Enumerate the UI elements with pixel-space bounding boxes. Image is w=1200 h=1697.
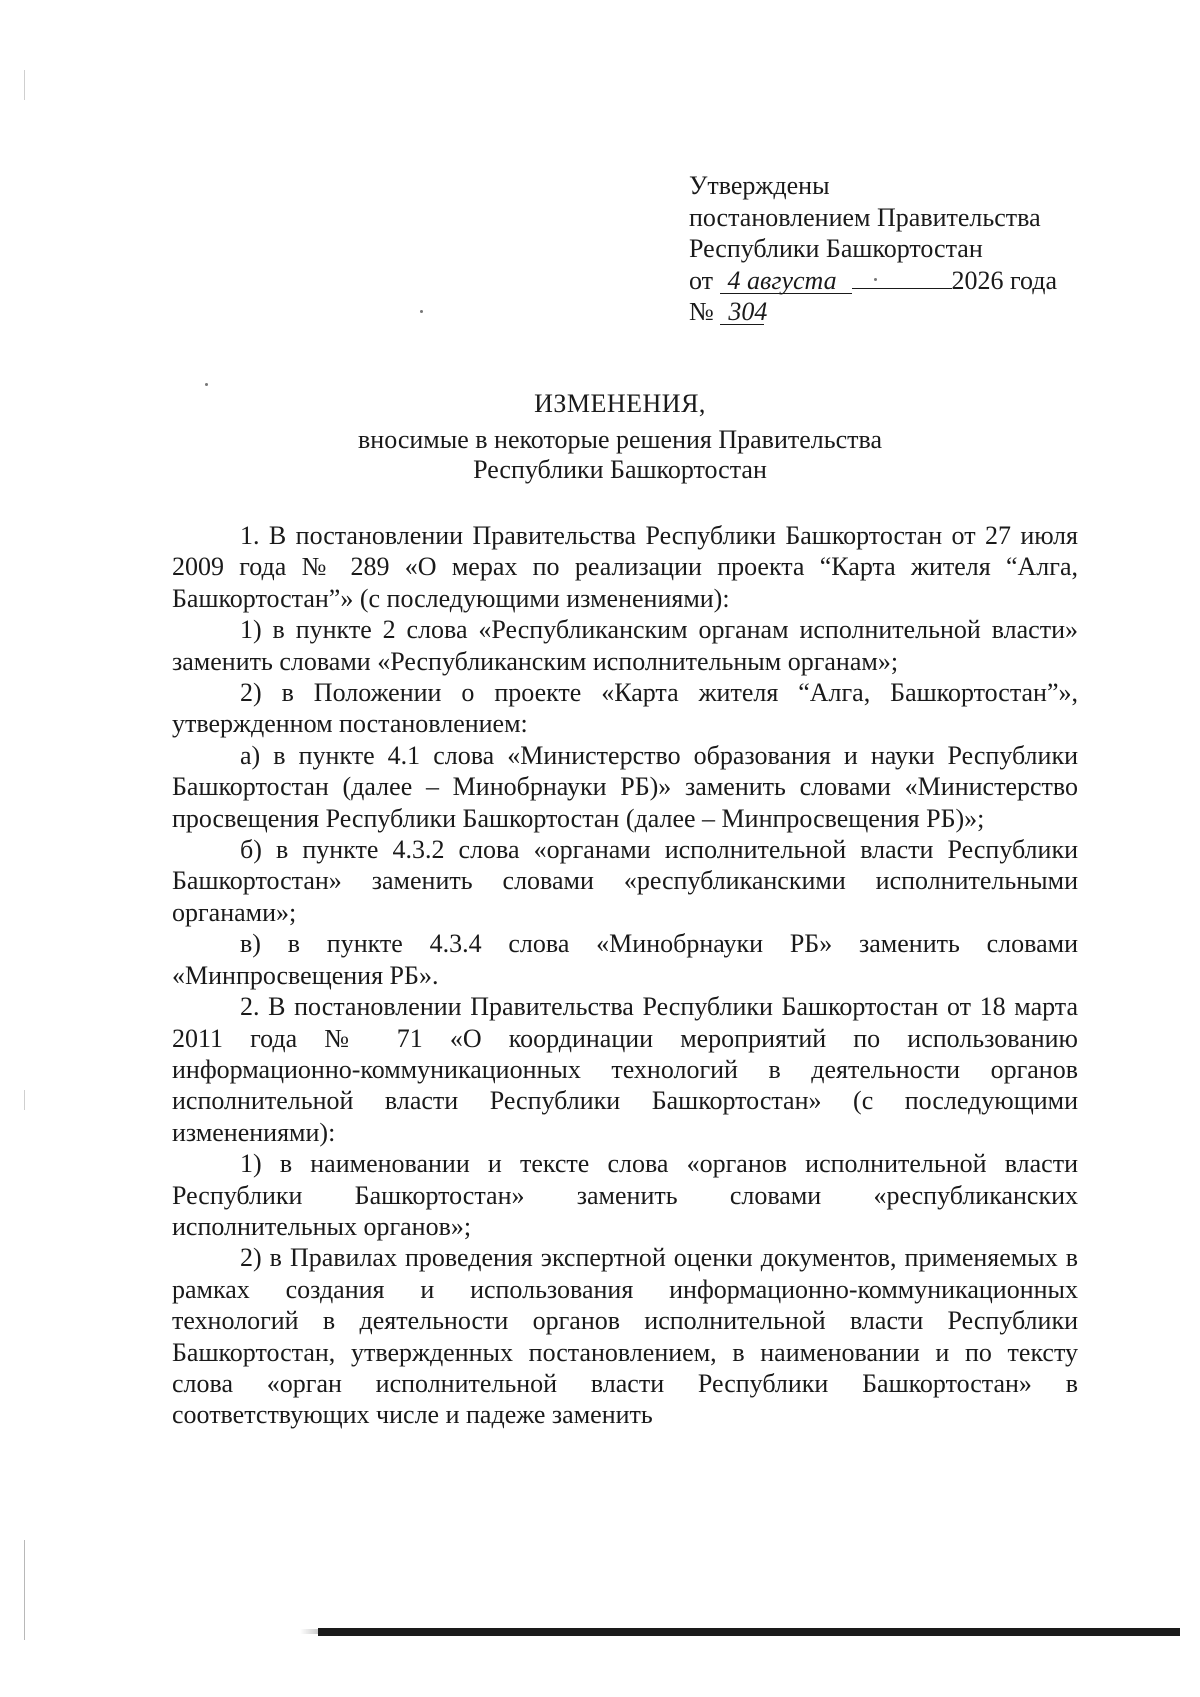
scan-speck — [874, 278, 877, 281]
date-day-month: 4 августа — [720, 269, 852, 294]
paragraph: 1) в наименовании и тексте слова «органов исполнительной власти Республики Башкортостан» заменить словами «республиканских исполнительных органов»; — [172, 1149, 1078, 1241]
paragraph: 2) в Положении о проекте «Карта жителя “Алга, Башкортостан”», утвержденном постановлением: — [172, 678, 1078, 739]
approval-date-line — [689, 265, 1089, 297]
approval-block — [689, 170, 1089, 328]
scan-edge-mark — [24, 70, 25, 100]
scan-speck — [420, 310, 423, 313]
date-year: 2026 года — [951, 265, 1058, 295]
paragraph: 1. В постановлении Правительства Республики Башкортостан от 27 июля 2009 года № 289 «О мерах по реализации проекта “Карта жителя “Алга, Башкортостан”» (с последующими изменениями): — [172, 521, 1078, 613]
document-title: ИЗМЕНЕНИЯ, — [534, 389, 706, 418]
document-subtitle-2: Республики Башкортостан — [473, 455, 767, 484]
approval-line-1: Утверждены — [689, 171, 830, 200]
scan-edge-mark — [24, 1090, 25, 1110]
paragraph: 1) в пункте 2 слова «Республиканским органам исполнительной власти» заменить словами «Республиканским исполнительным органам»; — [172, 615, 1078, 676]
decree-number: 304 — [720, 300, 764, 325]
scan-bottom-bar — [318, 1628, 1180, 1636]
date-underline-blank — [852, 288, 952, 289]
number-prefix: № — [689, 297, 714, 326]
scan-edge-line — [24, 1540, 25, 1640]
approval-line-3: Республики Башкортостан — [689, 234, 983, 263]
paragraph: 2) в Правилах проведения экспертной оценки документов, применяемых в рамках создания и использования информационно-коммуникационных технологий в деятельности органов исполнительной власти Республики Башкортостан, утвержденных постановлением, в наименовании и по тексту слова «орган исполнительной власти Республики Башкортостан» в соответствующих числе и падеже заменить — [172, 1243, 1078, 1430]
paragraph: в) в пункте 4.3.4 слова «Минобрнауки РБ» заменить словами «Минпросвещения РБ». — [172, 929, 1078, 990]
date-prefix: от — [689, 265, 714, 295]
paragraph: 2. В постановлении Правительства Республики Башкортостан от 18 марта 2011 года № 71 «О координации мероприятий по использованию информационно-коммуникационных технологий в деятельности органов исполнительной власти Республики Башкортостан» (с последующими изменениями): — [172, 992, 1078, 1147]
document-body — [172, 520, 1078, 1431]
scan-speck — [205, 383, 208, 386]
paragraph: б) в пункте 4.3.2 слова «органами исполнительной власти Республики Башкортостан» заменить словами «республиканскими исполнительными органами»; — [172, 835, 1078, 927]
approval-line-2: постановлением Правительства — [689, 202, 1041, 232]
approval-number-line — [689, 296, 1089, 328]
paragraph: а) в пункте 4.1 слова «Министерство образования и науки Республики Башкортостан (далее – Минобрнауки РБ)» заменить словами «Министерство просвещения Республики Башкортостан (далее – Минпросвещения РБ)»; — [172, 740, 1078, 833]
document-subtitle-1: вносимые в некоторые решения Правительства — [358, 425, 882, 454]
